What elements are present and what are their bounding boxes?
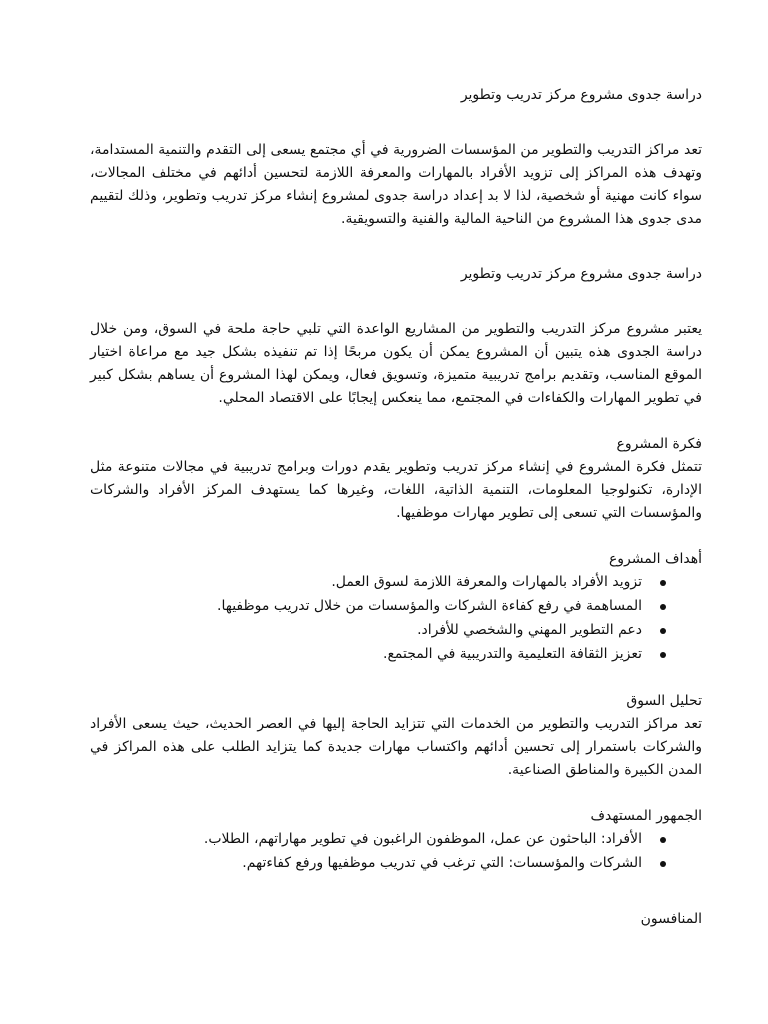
list-item: الأفراد: الباحثون عن عمل، الموظفون الراغبون في تطوير مهاراتهم، الطلاب. bbox=[90, 828, 642, 851]
idea-paragraph: تتمثل فكرة المشروع في إنشاء مركز تدريب وتطوير يقدم دورات وبرامج تدريبية في مجالات متنوعة مثل الإدارة، تكنولوجيا المعلومات، التنمية الذاتية، اللغات، وغيرها كما يستهدف المركز الأفراد والشركات والمؤسسات التي تسعى إلى تطوير مهارات موظفيها. bbox=[90, 459, 702, 521]
intro-paragraph: تعد مراكز التدريب والتطوير من المؤسسات الضرورية في أي مجتمع يسعى إلى التقدم والتنمية المستدامة، وتهدف هذه المراكز إلى تزويد الأفراد بالمهارات والمعرفة اللازمة لتحسين أدائهم في مختلف المجالات، سواء كانت مهنية أو شخصية، لذا لا بد إعداد دراسة جدوى لمشروع إنشاء مركز تدريب وتطوير، وذلك لتقييم مدى جدوى هذا المشروع من الناحية المالية والفنية والتسويقية. bbox=[90, 142, 702, 227]
audience-list bbox=[90, 828, 702, 875]
market-heading: تحليل السوق bbox=[626, 693, 702, 709]
list-item: الشركات والمؤسسات: التي ترغب في تدريب موظفيها ورفع كفاءتهم. bbox=[90, 852, 642, 875]
list-item: المساهمة في رفع كفاءة الشركات والمؤسسات من خلال تدريب موظفيها. bbox=[90, 595, 642, 618]
goals-list bbox=[90, 571, 702, 666]
audience-heading: الجمهور المستهدف bbox=[590, 808, 702, 824]
overview-paragraph: يعتبر مشروع مركز التدريب والتطوير من المشاريع الواعدة التي تلبي حاجة ملحة في السوق، ومن خلال دراسة الجدوى هذه يتبين أن المشروع يمكن أن يكون مربحًا إذا تم تنفيذه بشكل جيد مع مراعاة اختيار الموقع المناسب، وتقديم برامج تدريبية متميزة، وتسويق فعال، ويمكن لهذا المشروع أن يساهم بشكل كبير في تطوير المهارات والكفاءات في المجتمع، مما ينعكس إيجابًا على الاقتصاد المحلي. bbox=[90, 321, 702, 406]
competitors-heading: المنافسون bbox=[640, 911, 702, 927]
list-item: دعم التطوير المهني والشخصي للأفراد. bbox=[90, 619, 642, 642]
list-item: تزويد الأفراد بالمهارات والمعرفة اللازمة لسوق العمل. bbox=[90, 571, 642, 594]
list-item: تعزيز الثقافة التعليمية والتدريبية في المجتمع. bbox=[90, 643, 642, 666]
document-title: دراسة جدوى مشروع مركز تدريب وتطوير bbox=[460, 87, 702, 103]
goals-heading: أهداف المشروع bbox=[608, 551, 702, 567]
market-paragraph: تعد مراكز التدريب والتطوير من الخدمات التي تتزايد الحاجة إليها في العصر الحديث، حيث يسعى الأفراد والشركات باستمرار إلى تحسين أدائهم واكتساب مهارات جديدة كما يتزايد الطلب على هذه المراكز في المدن الكبيرة والمناطق الصناعية. bbox=[90, 716, 702, 778]
idea-heading: فكرة المشروع bbox=[616, 436, 702, 452]
section-title-repeat: دراسة جدوى مشروع مركز تدريب وتطوير bbox=[460, 266, 702, 282]
